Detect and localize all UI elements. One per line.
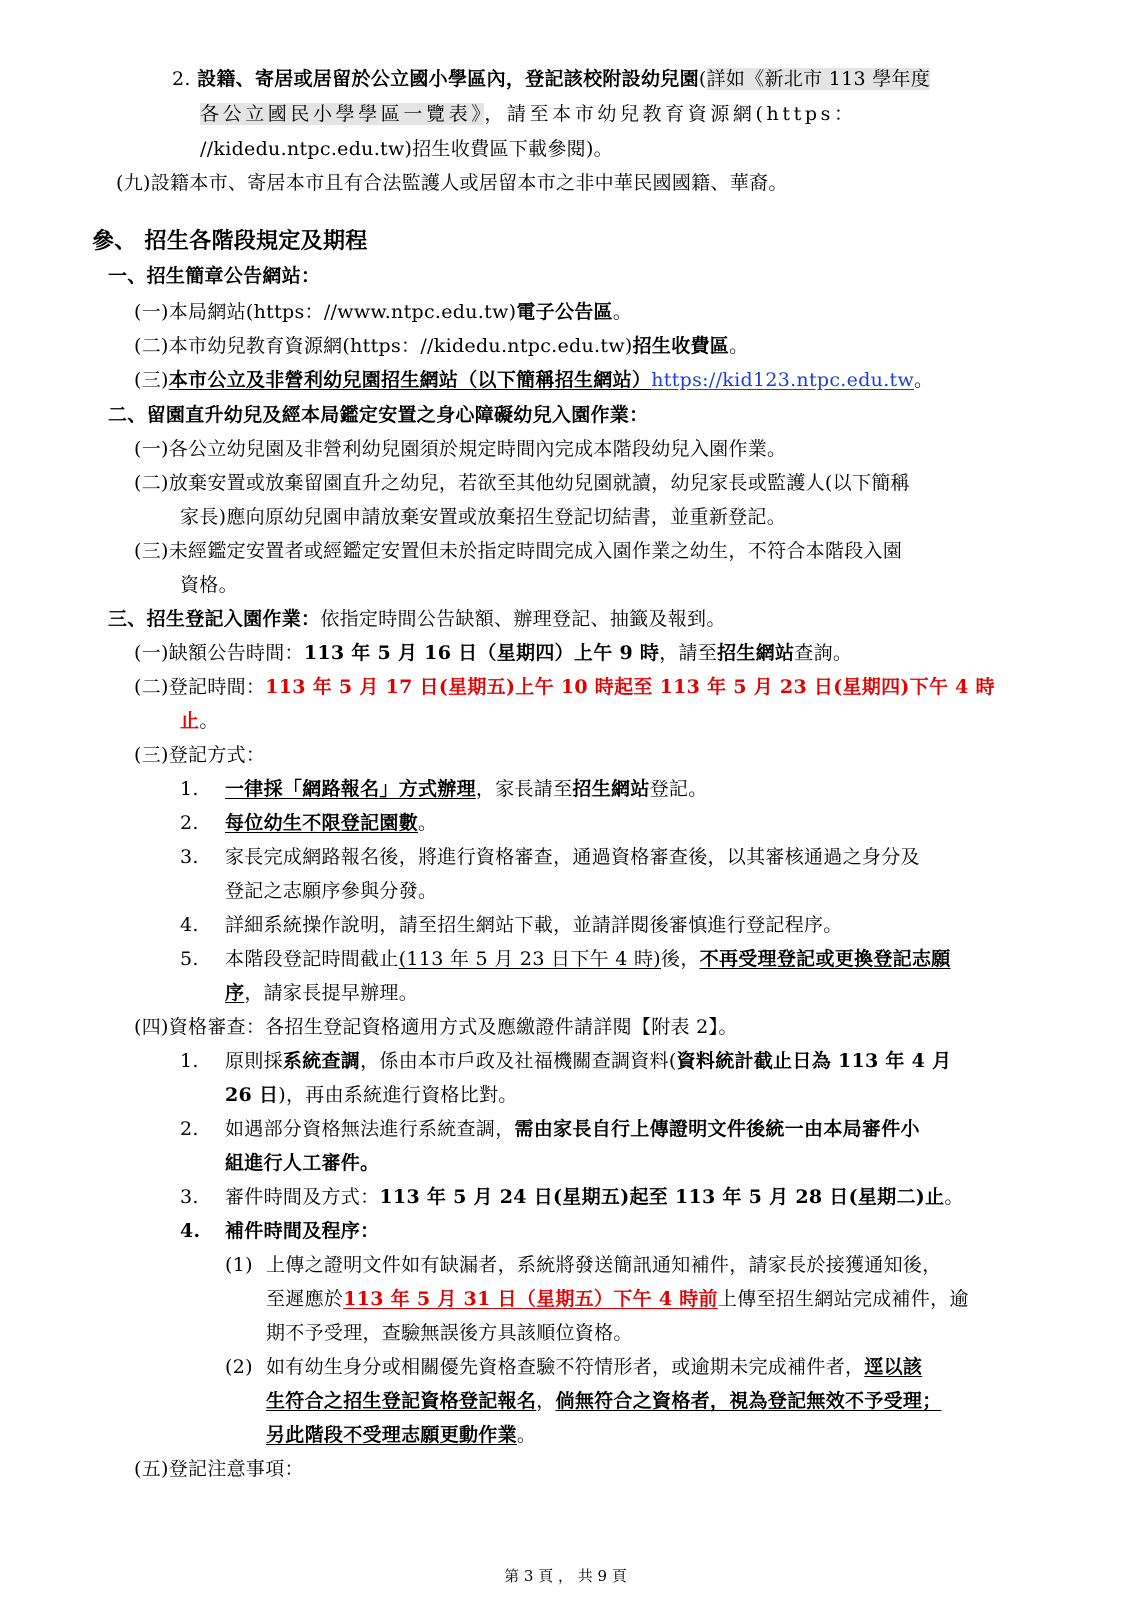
text: )，再由系統進行資格比對。 bbox=[278, 1084, 518, 1106]
line-item-9 bbox=[116, 168, 788, 198]
bold-underlined-text: 另此階段不受理志願更動作業 bbox=[266, 1424, 517, 1446]
review-3: 3. bbox=[180, 1186, 199, 1208]
supplement-2-text-cont bbox=[266, 1386, 942, 1416]
item-2-bold-text: 設籍、寄居或居留於公立國小學區內，登記該校附設幼兒園 bbox=[197, 68, 699, 90]
text: 。 bbox=[418, 812, 438, 834]
text: 。 bbox=[914, 369, 934, 391]
section-heading: 參、 招生各階段規定及期程 bbox=[92, 228, 368, 254]
bold-text: 三、招生登記入園作業： bbox=[108, 608, 321, 630]
review-2-text-cont: 組進行人工審件。 bbox=[225, 1152, 380, 1174]
bold-text: 需由家長自行上傳證明文件後統一由本局審件小 bbox=[514, 1118, 920, 1140]
text: 。 bbox=[944, 1186, 964, 1208]
bold-text: 系統查調 bbox=[282, 1050, 361, 1072]
supplement-2-text-cont2 bbox=[266, 1420, 536, 1450]
underlined-text: (113 年 5 月 23 日下午 4 時) bbox=[398, 948, 662, 970]
review-1: 1. bbox=[180, 1050, 199, 1072]
red-bold-text: 113 年 5 月 17 日(星期五)上午 10 時起至 113 年 5 月 23 日(星期四)下午 4 時 bbox=[265, 676, 995, 698]
supplement-1-text-cont2: 期不予受理，查驗無誤後方具該順位資格。 bbox=[266, 1322, 633, 1344]
review-4-text: 補件時間及程序： bbox=[225, 1220, 380, 1242]
supplement-1-text: 上傳之證明文件如有缺漏者，系統將發送簡訊通知補件，請家長於接獲通知後， bbox=[266, 1254, 942, 1276]
text: ，請至 bbox=[659, 642, 718, 664]
method-4-text: 詳細系統操作說明，請至招生網站下載，並請詳閱後審慎進行登記程序。 bbox=[225, 914, 843, 936]
highlighted-text: 各公立國民小學學區一覽表》 bbox=[200, 103, 485, 125]
review-1-text bbox=[225, 1046, 951, 1076]
method-1-text bbox=[225, 774, 708, 804]
review-1-text-cont bbox=[225, 1080, 518, 1110]
page-footer: 第 3 頁 ， 共 9 頁 bbox=[504, 1567, 627, 1585]
s3-item-1 bbox=[134, 638, 852, 668]
bold-underlined-text: 倘無符合之資格者，視為登記無效不予受理； bbox=[555, 1390, 942, 1412]
method-5-text-cont bbox=[225, 978, 418, 1008]
item-number: 1. bbox=[180, 778, 199, 800]
text: ，請至本市幼兒教育資源網(https： bbox=[484, 103, 857, 125]
text: ，家長請至 bbox=[475, 778, 573, 800]
method-5-text bbox=[225, 944, 951, 974]
bold-underlined-text: 序 bbox=[225, 982, 245, 1004]
red-underlined-text: 113 年 5 月 31 日（星期五）下午 4 時前 bbox=[343, 1288, 718, 1310]
s2-item-2: (二)放棄安置或放棄留園直升之幼兒，若欲至其他幼兒園就讀，幼兒家長或監護人(以下簡稱 bbox=[134, 472, 910, 494]
text: //kidedu.ntpc.edu.tw)招生收費區下載參閱)。 bbox=[200, 138, 613, 160]
s1-item-2 bbox=[134, 331, 748, 361]
item-number: 2. bbox=[172, 68, 191, 90]
s3-item-2 bbox=[134, 672, 995, 702]
bold-underlined-text: 生符合之招生登記資格登記報名 bbox=[266, 1390, 537, 1412]
bold-text: 招生網站 bbox=[572, 778, 650, 800]
method-3-text-cont: 登記之志願序參與分發。 bbox=[225, 880, 438, 902]
text: 登記。 bbox=[649, 778, 708, 800]
text: 依指定時間公告缺額、辦理登記、抽籤及報到。 bbox=[320, 608, 726, 630]
text: (二)本市幼兒教育資源網(https：//kidedu.ntpc.edu.tw) bbox=[134, 335, 633, 357]
s2-item-3: (三)未經鑑定安置者或經鑑定安置但未於指定時間完成入園作業之幼生，不符合本階段入園 bbox=[134, 540, 903, 562]
line-item-2 bbox=[172, 64, 930, 94]
method-2-text bbox=[225, 808, 437, 838]
bold-text: 113 年 5 月 24 日(星期五)起至 113 年 5 月 28 日(星期二)止 bbox=[379, 1186, 945, 1208]
bold-text: 招生收費區 bbox=[632, 335, 730, 357]
line-item-2-cont bbox=[200, 99, 857, 129]
text: 如遇部分資格無法進行系統查調， bbox=[225, 1118, 515, 1140]
text: (二)登記時間： bbox=[134, 676, 266, 698]
s3-item-4: (四)資格審查：各招生登記資格適用方式及應繳證件請詳閱【附表 2】。 bbox=[134, 1016, 738, 1038]
supplement-1-number: (1) bbox=[225, 1254, 253, 1276]
text: 至遲應於 bbox=[266, 1288, 344, 1310]
red-bold-text: 止 bbox=[180, 710, 200, 732]
s2-item-3-cont: 資格。 bbox=[180, 574, 238, 596]
method-4: 4. bbox=[180, 914, 199, 936]
method-5: 5. bbox=[180, 948, 199, 970]
text: ，請家長提早辦理。 bbox=[244, 982, 419, 1004]
bold-text: 電子公告區 bbox=[516, 301, 613, 323]
line-item-2-cont2 bbox=[200, 134, 613, 164]
text: 。 bbox=[516, 1424, 537, 1446]
bold-text: 113 年 5 月 16 日（星期四）上午 9 時 bbox=[303, 642, 660, 664]
text: ，係由本市戶政及社福機關查調資料( bbox=[360, 1050, 677, 1072]
bold-underlined-text: 一律採「網路報名」方式辦理 bbox=[225, 778, 476, 800]
subsection-3-title bbox=[108, 604, 726, 634]
subsection-2-title: 二、留園直升幼兒及經本局鑑定安置之身心障礙幼兒入園作業： bbox=[108, 404, 649, 426]
admissions-website-link[interactable]: https://kid123.ntpc.edu.tw bbox=[651, 369, 915, 391]
text: 審件時間及方式： bbox=[225, 1186, 380, 1208]
s3-item-2-cont bbox=[180, 706, 219, 736]
supplement-1-text-cont bbox=[266, 1284, 969, 1314]
bold-text: 招生網站 bbox=[717, 642, 795, 664]
text: 如有幼生身分或相關優先資格查驗不符情形者，或逾期未完成補件者， bbox=[266, 1356, 865, 1378]
bold-underlined-text: 逕以該 bbox=[864, 1356, 923, 1378]
text: (九)設籍本市、寄居本市且有合法監護人或居留本市之非中華民國國籍、華裔。 bbox=[116, 172, 788, 194]
text: 原則採 bbox=[225, 1050, 283, 1072]
s1-item-3 bbox=[134, 365, 933, 395]
text: 後， bbox=[661, 948, 700, 970]
text: 。 bbox=[612, 301, 633, 323]
bold-underlined-text: 本市公立及非營利幼兒園招生網站（以下簡稱招生網站） bbox=[168, 369, 652, 391]
text: 本階段登記時間截止 bbox=[225, 948, 399, 970]
s3-item-5: (五)登記注意事項： bbox=[134, 1458, 304, 1480]
supplement-2-number: (2) bbox=[225, 1356, 253, 1378]
text: (三) bbox=[134, 369, 169, 391]
highlighted-text: 詳如《新北市 113 學年度 bbox=[706, 68, 931, 90]
text: 上傳至招生網站完成補件，逾 bbox=[717, 1288, 969, 1310]
supplement-2-text bbox=[266, 1352, 922, 1382]
subsection-1-title: 一、招生簡章公告網站： bbox=[108, 265, 321, 287]
method-2 bbox=[180, 808, 199, 838]
review-3-text bbox=[225, 1182, 964, 1212]
text: ， bbox=[536, 1390, 556, 1412]
item-number: 2. bbox=[180, 812, 199, 834]
method-1 bbox=[180, 774, 199, 804]
s1-item-1 bbox=[134, 297, 632, 327]
bold-text: 26 日 bbox=[225, 1084, 279, 1106]
review-2: 2. bbox=[180, 1118, 199, 1140]
review-2-text bbox=[225, 1114, 920, 1144]
text: (一)本局網站(https：//www.ntpc.edu.tw) bbox=[134, 301, 517, 323]
bold-text: 資料統計截止日為 113 年 4 月 bbox=[676, 1050, 952, 1072]
text: 查詢。 bbox=[794, 642, 853, 664]
s3-item-3: (三)登記方式： bbox=[134, 744, 266, 766]
method-3-text: 家長完成網路報名後，將進行資格審查，通過資格審查後，以其審核通過之身分及 bbox=[225, 846, 920, 868]
review-4: 4. bbox=[180, 1220, 201, 1242]
method-3: 3. bbox=[180, 846, 199, 868]
bold-underlined-text: 每位幼生不限登記園數 bbox=[225, 812, 419, 834]
text: (一)缺額公告時間： bbox=[134, 642, 304, 664]
text: 。 bbox=[199, 710, 219, 732]
s2-item-1: (一)各公立幼兒園及非營利幼兒園須於規定時間內完成本階段幼兒入園作業。 bbox=[134, 438, 787, 460]
s2-item-2-cont: 家長)應向原幼兒園申請放棄安置或放棄招生登記切結書，並重新登記。 bbox=[180, 506, 787, 528]
bold-underlined-text: 不再受理登記或更換登記志願 bbox=[699, 948, 951, 970]
text: 。 bbox=[729, 335, 749, 357]
paren: ( bbox=[698, 68, 707, 90]
